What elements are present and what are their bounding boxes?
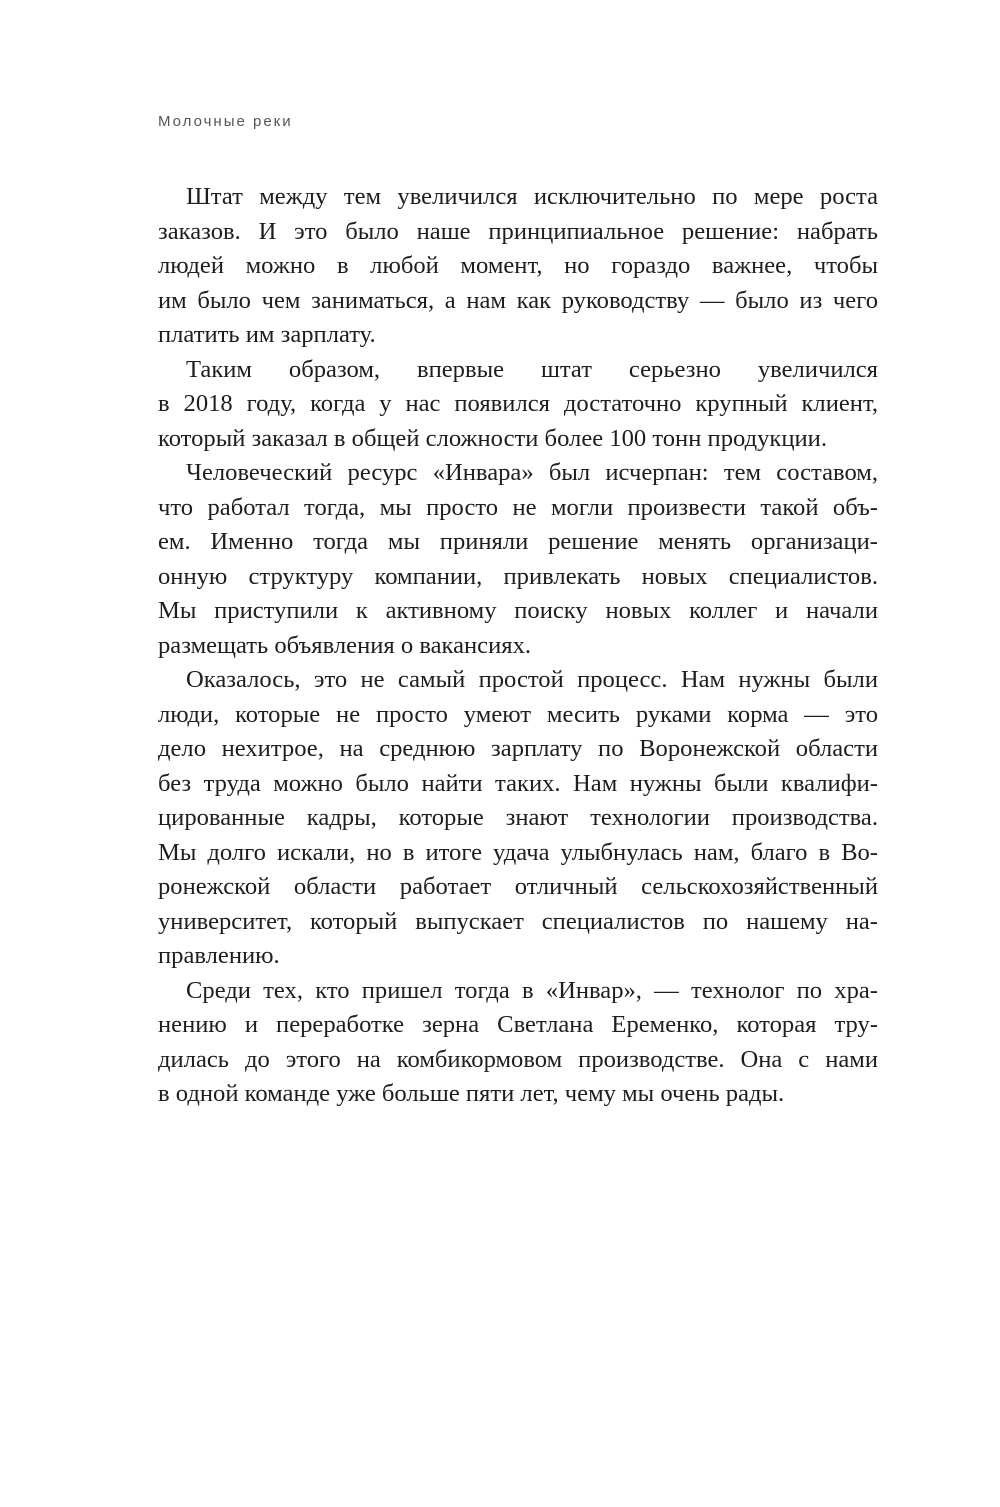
- text-line: цированные кадры, которые знают технологии производства.: [158, 804, 878, 831]
- text-line: заказов. И это было наше принципиальное решение: набрать: [158, 217, 878, 245]
- text-line: ем. Именно тогда мы приняли решение менять организаци-: [158, 528, 878, 555]
- text-line: Среди тех, кто пришел тогда в «Инвар», — технолог по хра-: [186, 976, 878, 1004]
- text-line: дилась до этого на комбикормовом производстве. Она с нами: [158, 1045, 878, 1073]
- running-header: Молочные реки: [158, 113, 293, 130]
- text-line: люди, которые не просто умеют месить руками корма — это: [158, 700, 878, 728]
- text-line: правлению.: [158, 942, 280, 969]
- text-line: в 2018 году, когда у нас появился достаточно крупный клиент,: [158, 390, 878, 417]
- paragraph-2: [158, 353, 878, 457]
- text-line: размещать объявления о вакансиях.: [158, 631, 532, 659]
- text-line: без труда можно было найти таких. Нам нужны были квалифи-: [158, 769, 878, 797]
- text-line: Оказалось, это не самый простой процесс. Нам нужны были: [186, 666, 878, 693]
- text-line: Таким образом, впервые штат серьезно увеличился: [186, 355, 878, 383]
- paragraph-1: [158, 180, 878, 353]
- text-line: университет, который выпускает специалистов по нашему на-: [158, 907, 878, 935]
- text-line: нению и переработке зерна Светлана Еременко, которая тру-: [158, 1011, 878, 1038]
- paragraph-3: [158, 456, 878, 663]
- text-line: дело нехитрое, на среднюю зарплату по Воронежской области: [158, 735, 878, 762]
- text-line: ронежской области работает отличный сельскохозяйственный: [158, 873, 878, 900]
- body-text: [158, 180, 878, 1112]
- text-line: что работал тогда, мы просто не могли произвести такой объ-: [158, 493, 878, 521]
- text-line: Штат между тем увеличился исключительно по мере роста: [186, 183, 878, 210]
- text-line: онную структуру компании, привлекать новых специалистов.: [158, 562, 878, 590]
- paragraph-5: [158, 974, 878, 1112]
- text-line: Мы приступили к активному поиску новых коллег и начали: [158, 597, 878, 624]
- text-line: в одной команде уже больше пяти лет, чему мы очень рады.: [158, 1080, 785, 1107]
- text-line: платить им зарплату.: [158, 321, 376, 348]
- text-line: который заказал в общей сложности более 100 тонн продукции.: [158, 424, 827, 452]
- text-line: людей можно в любой момент, но гораздо важнее, чтобы: [158, 252, 878, 279]
- text-line: Человеческий ресурс «Инвара» был исчерпан: тем составом,: [186, 459, 878, 486]
- text-line: Мы долго искали, но в итоге удача улыбнулась нам, благо в Во-: [158, 838, 878, 866]
- paragraph-4: [158, 663, 878, 974]
- text-line: им было чем заниматься, а нам как руководству — было из чего: [158, 286, 878, 314]
